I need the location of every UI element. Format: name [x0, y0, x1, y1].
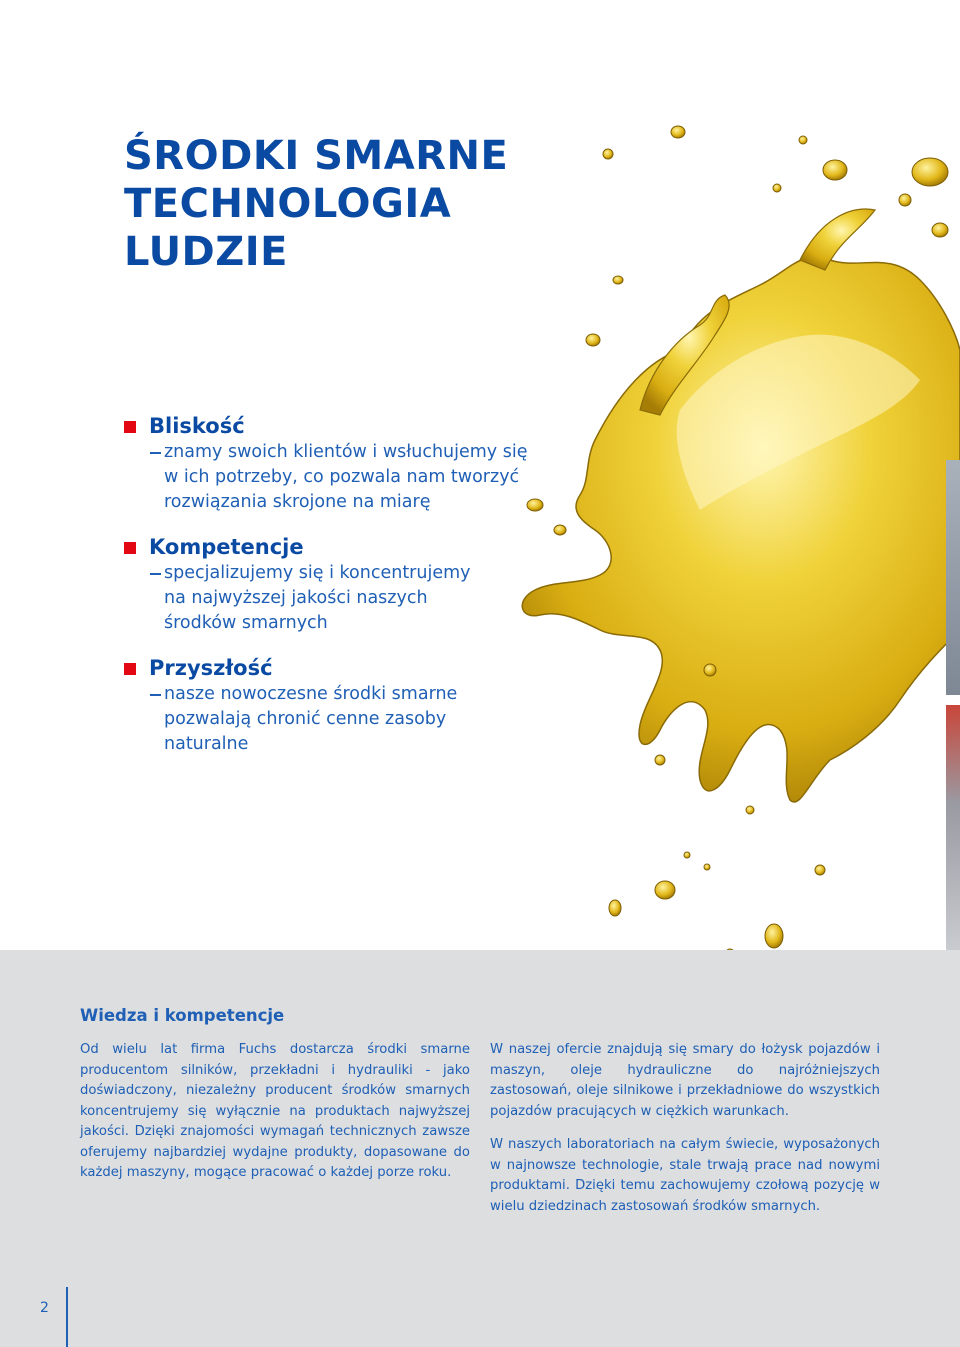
values-list [124, 412, 564, 775]
value-item-przyszlosc [124, 654, 564, 757]
title-line-1: ŚRODKI SMARNE [124, 133, 509, 179]
title-line-3: LUDZIE [124, 229, 288, 275]
red-square-bullet-icon [124, 542, 136, 554]
dash-icon [150, 573, 161, 575]
text-column-left [80, 1040, 470, 1197]
title-line-2: TECHNOLOGIA [124, 181, 452, 227]
page-number: 2 [40, 1300, 49, 1316]
value-heading: Kompetencje [149, 535, 304, 559]
value-line: naturalne [164, 734, 249, 754]
dash-icon [150, 694, 161, 696]
value-item-bliskosc [124, 412, 564, 515]
value-line: środków smarnych [164, 613, 328, 633]
value-heading: Przyszłość [149, 656, 273, 680]
paragraph: Od wielu lat firma Fuchs dostarcza środki smarne producentom silników, przekładni i hydrauliki - jako doświadczony, niezależny producent środków smarnych koncentrujemy się wyłącznie na produktach najwyższej jakości. Dzięki znajomości wymagań technicznych zawsze oferujemy najbardziej wydajne produkty, dopasowane do każdej maszyny, mogące pracować o każdej porze roku. [80, 1042, 470, 1180]
value-line: nasze nowoczesne środki smarne [164, 684, 458, 704]
red-square-bullet-icon [124, 663, 136, 675]
side-photo-strip [946, 460, 960, 950]
value-heading: Bliskość [149, 414, 245, 438]
value-description [164, 440, 564, 515]
oil-splash-illustration [500, 110, 960, 1000]
paragraph: W naszej ofercie znajdują się smary do łożysk pojazdów i maszyn, oleje hydrauliczne do najróżniejszych zastosowań, oleje silnikowe i przekładniowe do wszystkich pojazdów pracujących w ciężkich warunkach. [490, 1042, 880, 1119]
page-number-divider [66, 1287, 68, 1347]
value-line: w ich potrzeby, co pozwala nam tworzyć [164, 467, 520, 487]
dash-icon [150, 452, 161, 454]
value-line: znamy swoich klientów i wsłuchujemy się [164, 442, 528, 462]
value-line: pozwalają chronić cenne zasoby [164, 709, 447, 729]
red-square-bullet-icon [124, 421, 136, 433]
section-title: Wiedza i kompetencje [80, 1006, 285, 1025]
value-description [164, 561, 564, 636]
value-item-kompetencje [124, 533, 564, 636]
paragraph: W naszych laboratoriach na całym świecie, wyposażonych w najnowsze technologie, stale trwają prace nad nowymi produktami. Dzięki temu zachowujemy czołową pozycję w wielu dziedzinach zastosowań środków smarnych. [490, 1137, 880, 1214]
value-line: rozwiązania skrojone na miarę [164, 492, 431, 512]
page-title [124, 132, 508, 276]
value-line: na najwyższej jakości naszych [164, 588, 428, 608]
value-description [164, 682, 564, 757]
value-line: specjalizujemy się i koncentrujemy [164, 563, 471, 583]
text-column-right [490, 1040, 880, 1230]
